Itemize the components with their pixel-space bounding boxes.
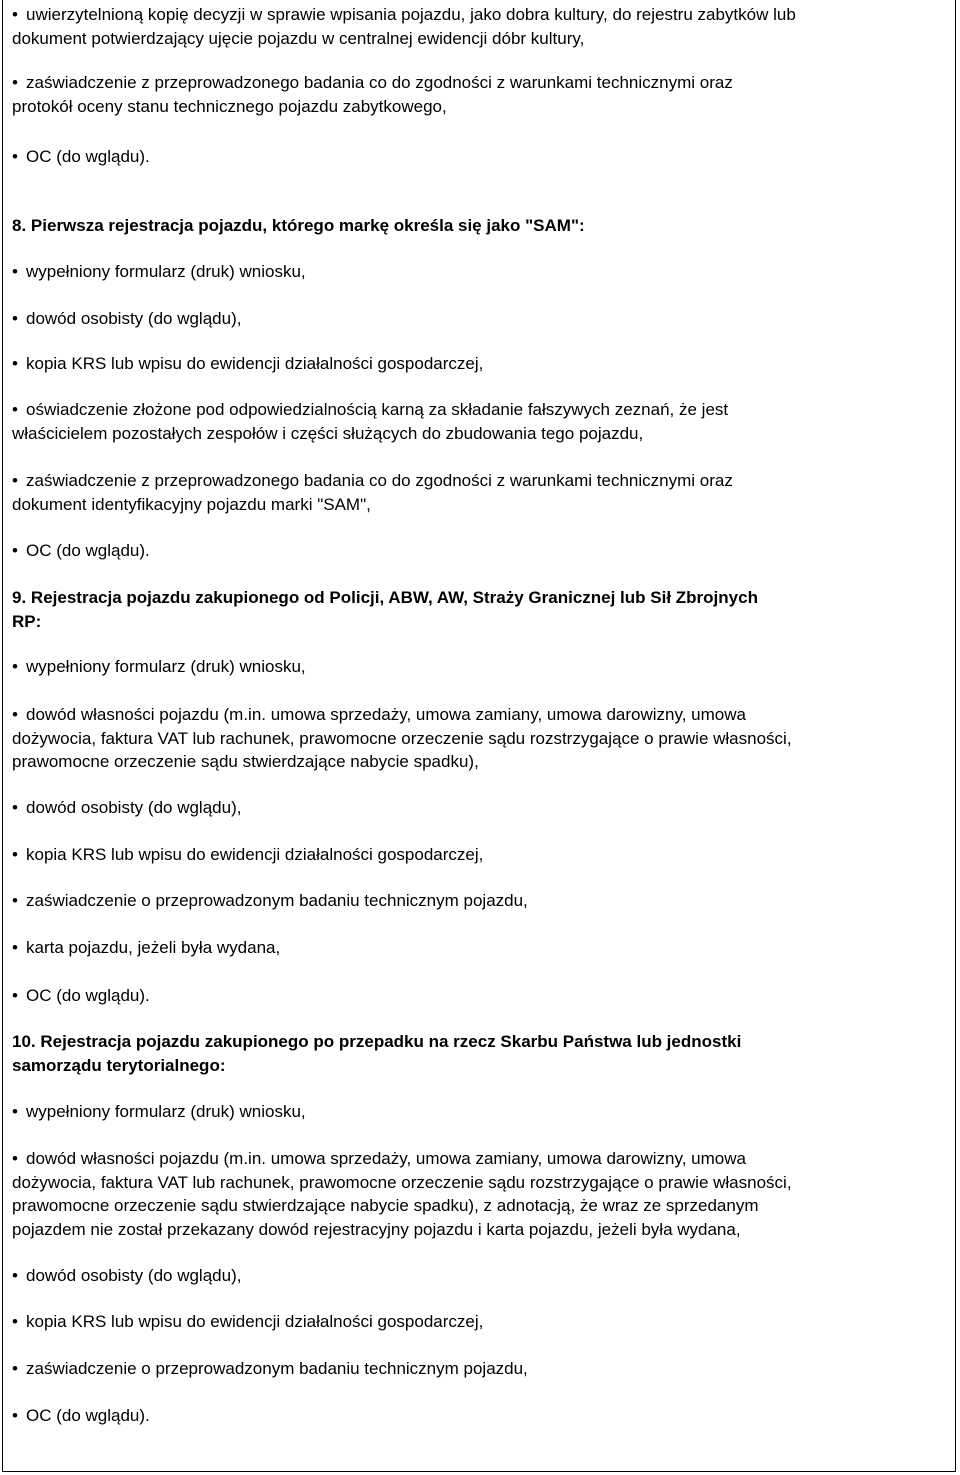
list-item: • oświadczenie złożone pod odpowiedzialnością karną za składanie fałszywych zeznań, że jest właścicielem pozostałych zespołów i części służących do zbudowania tego pojazdu,: [12, 400, 729, 443]
list-item: • kopia KRS lub wpisu do ewidencji działalności gospodarczej,: [12, 845, 484, 864]
section-heading-10: 10. Rejestracja pojazdu zakupionego po przepadku na rzecz Skarbu Państwa lub jednostki samorządu terytorialnego:: [12, 1032, 742, 1075]
list-item: • dowód własności pojazdu (m.in. umowa sprzedaży, umowa zamiany, umowa darowizny, umowa dożywocia, faktura VAT lub rachunek, prawomocne orzeczenie sądu rozstrzygające o prawie własności, prawomocne orzeczenie sądu stwierdzające nabycie spadku), z adnotacją, że wraz ze sprzedanym pojazdem nie został przekazany dowód rejestracyjny pojazdu i karta pojazdu, jeżeli była wydana,: [12, 1149, 792, 1239]
list-item: • kopia KRS lub wpisu do ewidencji działalności gospodarczej,: [12, 354, 484, 373]
list-item: • OC (do wglądu).: [12, 147, 150, 166]
list-item: • uwierzytelnioną kopię decyzji w sprawie wpisania pojazdu, jako dobra kultury, do rejestru zabytków lub dokument potwierdzający ujęcie pojazdu w centralnej ewidencji dóbr kultury,: [12, 5, 796, 48]
section-heading-9: 9. Rejestracja pojazdu zakupionego od Policji, ABW, AW, Straży Granicznej lub Sił Zbrojnych RP:: [12, 588, 758, 631]
list-item: • zaświadczenie o przeprowadzonym badaniu technicznym pojazdu,: [12, 1359, 528, 1378]
list-item: • OC (do wglądu).: [12, 541, 150, 560]
list-item: • OC (do wglądu).: [12, 1406, 150, 1425]
list-item: • dowód osobisty (do wglądu),: [12, 798, 242, 817]
list-item: • OC (do wglądu).: [12, 986, 150, 1005]
list-item: • zaświadczenie z przeprowadzonego badania co do zgodności z warunkami technicznymi oraz protokół oceny stanu technicznego pojazdu zabytkowego,: [12, 73, 733, 116]
list-item: • dowód osobisty (do wglądu),: [12, 1266, 242, 1285]
list-item: • wypełniony formularz (druk) wniosku,: [12, 262, 306, 281]
list-item: • zaświadczenie z przeprowadzonego badania co do zgodności z warunkami technicznymi oraz dokument identyfikacyjny pojazdu marki "SAM",: [12, 471, 733, 514]
list-item: • kopia KRS lub wpisu do ewidencji działalności gospodarczej,: [12, 1312, 484, 1331]
list-item: • dowód własności pojazdu (m.in. umowa sprzedaży, umowa zamiany, umowa darowizny, umowa dożywocia, faktura VAT lub rachunek, prawomocne orzeczenie sądu rozstrzygające o prawie własności, prawomocne orzeczenie sądu stwierdzające nabycie spadku),: [12, 705, 792, 771]
list-item: • wypełniony formularz (druk) wniosku,: [12, 657, 306, 676]
list-item: • karta pojazdu, jeżeli była wydana,: [12, 938, 281, 957]
list-item: • wypełniony formularz (druk) wniosku,: [12, 1102, 306, 1121]
section-heading-8: 8. Pierwsza rejestracja pojazdu, którego markę określa się jako "SAM":: [12, 216, 585, 235]
list-item: • dowód osobisty (do wglądu),: [12, 309, 242, 328]
list-item: • zaświadczenie o przeprowadzonym badaniu technicznym pojazdu,: [12, 891, 528, 910]
